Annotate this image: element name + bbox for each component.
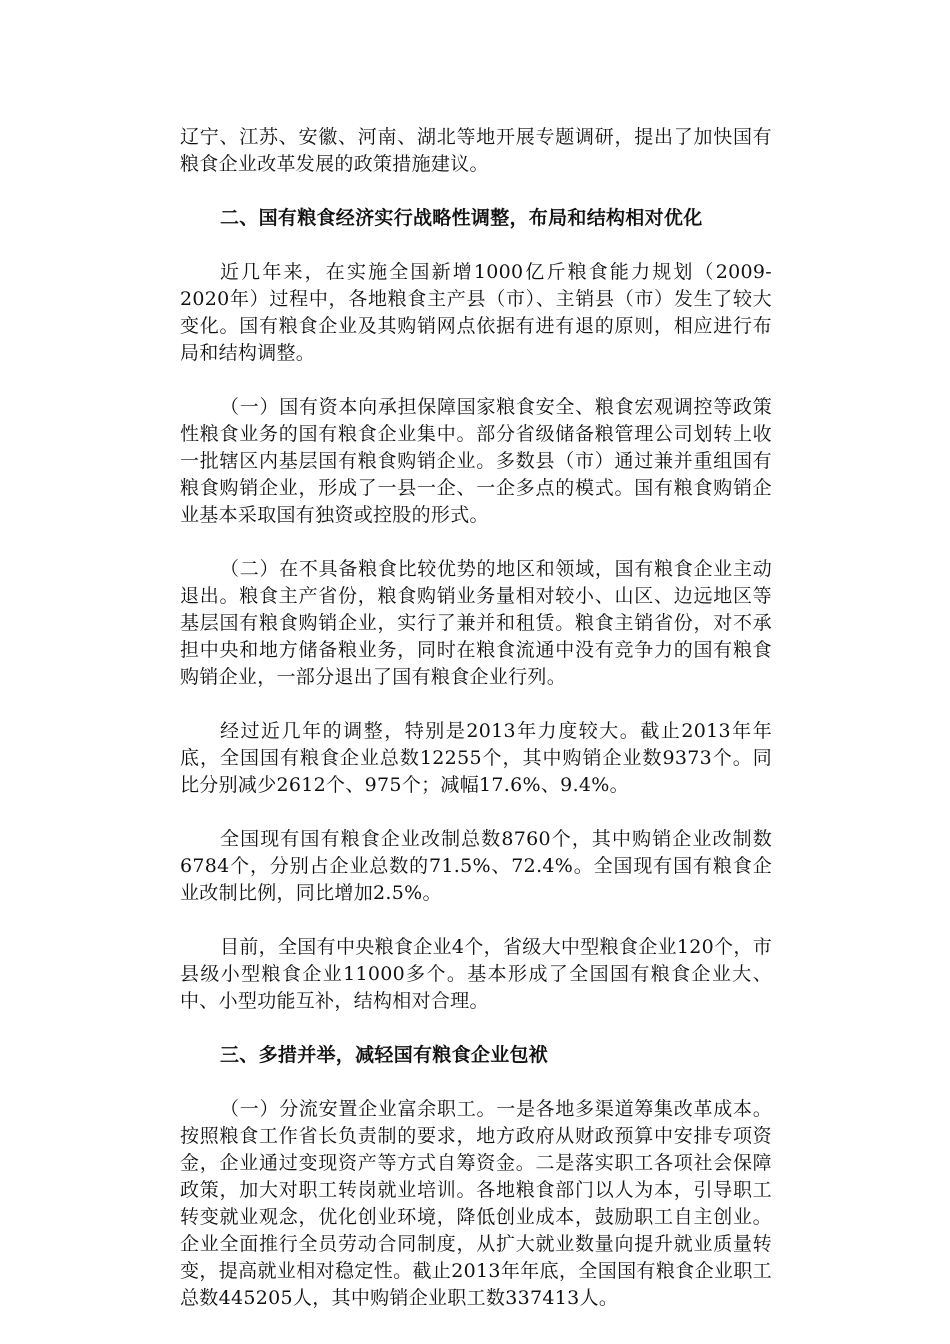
section-heading-2: 二、国有粮食经济实行战略性调整，布局和结构相对优化 [220,207,703,229]
document-body [180,124,772,1339]
paragraph-staff-placement: （一）分流安置企业富余职工。一是各地多渠道筹集改革成本。按照粮食工作省长负责制的要求，地方政府从财政预算中安排专项资金，企业通过变现资产等方式自筹资金。二是落实职工各项社会保障政策，加大对职工转岗就业培训。各地粮食部门以人为本，引导职工转变就业观念，优化创业环境，降低创业成本，鼓励职工自主创业。企业全面推行全员劳动合同制度，从扩大就业数量向提升就业质量转变，提高就业相对稳定性。截止2013年年底，全国国有粮食企业职工总数445205人，其中购销企业职工数337413人。 [180,1098,772,1309]
section-heading-3: 三、多措并举，减轻国有粮食企业包袱 [220,1044,549,1066]
paragraph-item-1: （一）国有资本向承担保障国家粮食安全、粮食宏观调控等政策性粮食业务的国有粮食企业集中。部分省级储备粮管理公司划转上收一批辖区内基层国有粮食购销企业。多数县（市）通过兼并重组国有粮食购销企业，形成了一县一企、一企多点的模式。国有粮食购销企业基本采取国有独资或控股的形式。 [180,396,772,526]
paragraph-restructuring-count: 全国现有国有粮食企业改制总数8760个，其中购销企业改制数6784个，分别占企业总数的71.5%、72.4%。全国现有国有粮食企业改制比例，同比增加2.5%。 [180,828,772,904]
paragraph-item-2: （二）在不具备粮食比较优势的地区和领域，国有粮食企业主动退出。粮食主产省份，粮食购销业务量相对较小、山区、边远地区等基层国有粮食购销企业，实行了兼并和租赁。粮食主销省份，对不承担中央和地方储备粮业务，同时在粮食流通中没有竞争力的国有粮食购销企业，一部分退出了国有粮食企业行列。 [180,558,772,688]
paragraph-continued: 辽宁、江苏、安徽、河南、湖北等地开展专题调研，提出了加快国有粮食企业改革发展的政策措施建议。 [180,126,772,175]
paragraph-enterprise-count: 经过近几年的调整，特别是2013年力度较大。截止2013年年底，全国国有粮食企业总数12255个，其中购销企业数9373个。同比分别减少2612个、975个；减幅17.6%、9.4%。 [180,720,772,796]
paragraph-intro-adjustment: 近几年来，在实施全国新增1000亿斤粮食能力规划（2009-2020年）过程中，各地粮食主产县（市）、主销县（市）发生了较大变化。国有粮食企业及其购销网点依据有进有退的原则，相应进行布局和结构调整。 [180,261,772,364]
paragraph-current-structure: 目前，全国有中央粮食企业4个，省级大中型粮食企业120个，市县级小型粮食企业11000多个。基本形成了全国国有粮食企业大、中、小型功能互补，结构相对合理。 [180,936,772,1012]
